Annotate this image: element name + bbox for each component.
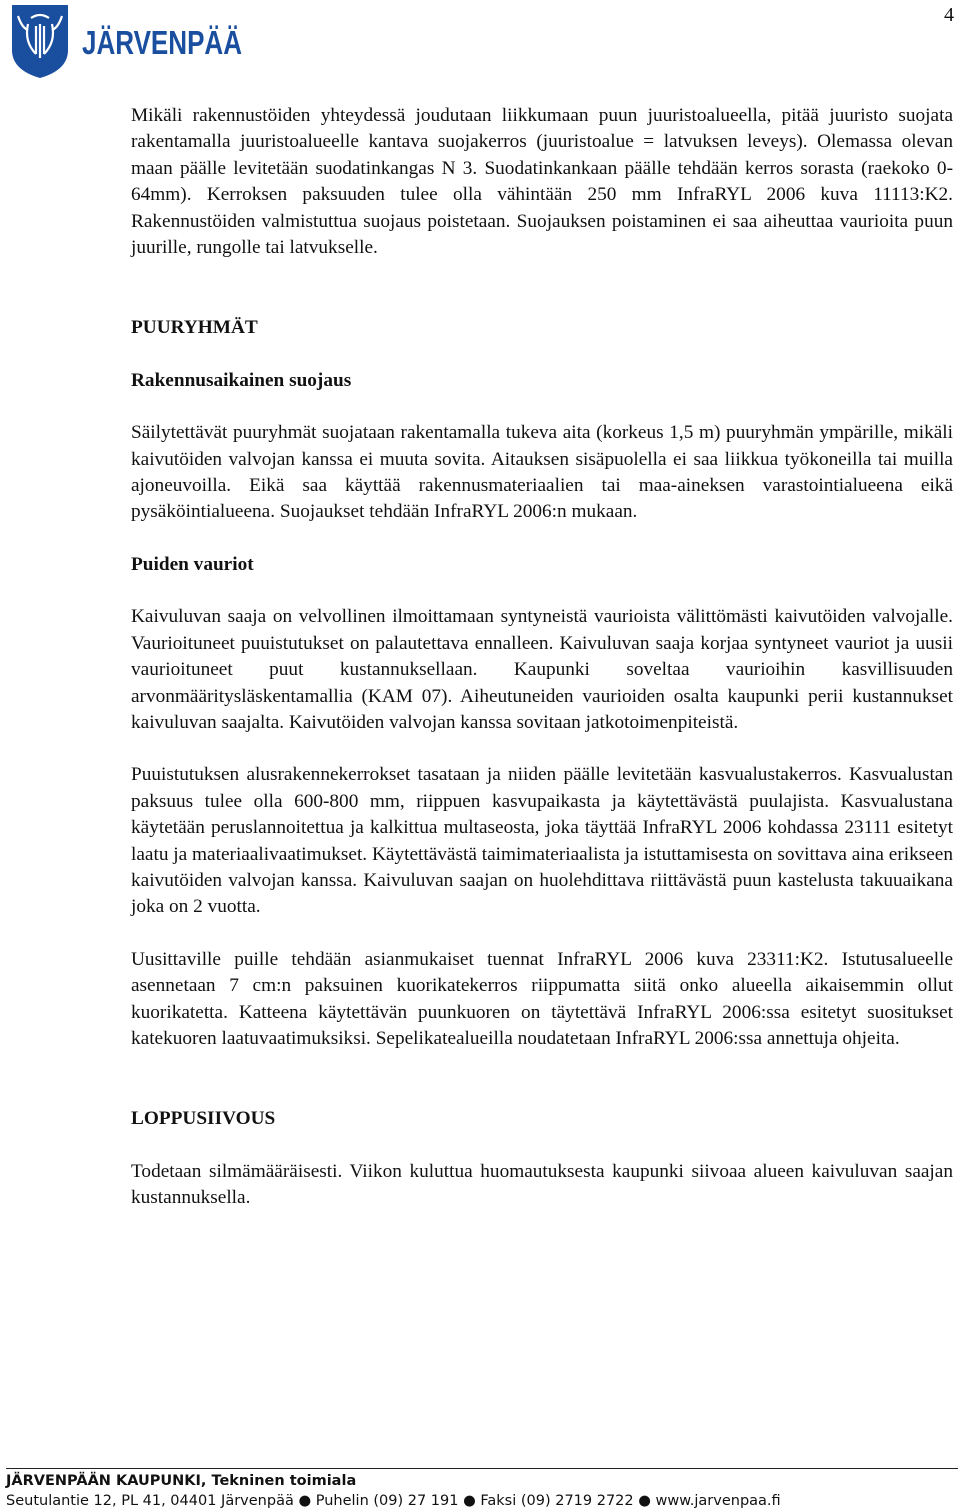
footer-phone: Puhelin (09) 27 191 — [315, 1493, 459, 1509]
paragraph-group-fencing: Säilytettävät puuryhmät suojataan rakentamalla tukeva aita (korkeus 1,5 m) puuryhmän ympärille, mikäli kaivutöiden valvojan kanssa ei muuta sovita. Aitauksen sisäpuolella ei saa liikkua työkoneilla tai muilla ajoneuvoilla. Eikä saa käyttää rakennusmateriaalien tai maa-aineksen varastointialueena eikä pysäköintialueena. Suojaukset tehdään InfraRYL 2006:n mukaan. — [131, 422, 953, 523]
paragraph-growing-medium: Puuistutuksen alusrakennekerrokset tasataan ja niiden päälle levitetään kasvualustakerros. Kasvualustan paksuus tulee olla 600-800 mm, riippuen kasvupaikasta ja käytettävästä puulajista. Kasvualustana käytetään peruslannoitettua ja kalkittua multaseosta, joka täyttää InfraRYL 2006 kohdassa 23111 esitetyt laatu ja materiaalivaatimukset. Käytettävästä taimimateriaalista ja istuttamisesta on sovittava aina erikseen kaivutöiden valvojan kanssa. Kaivuluvan saajan on huolehdittava riittävästä puun kastelusta takuuaikana joka on 2 vuotta. — [131, 764, 953, 918]
footer-contact-line — [6, 1491, 958, 1511]
footer-fax: Faksi (09) 2719 2722 — [480, 1493, 634, 1509]
paragraph-tree-support: Uusittaville puille tehdään asianmukaiset tuennat InfraRYL 2006 kuva 23311:K2. Istutusalueelle asennetaan 7 cm:n paksuinen kuorikatekerros riippumatta siitä onko alueella aikaisemmin ollut kuorikatetta. Katteena käytettävän puunkuoren on täytettävä InfraRYL 2006:ssa esitetyt suositukset katekuoren laatuvaatimuksiksi. Sepelikatealueilla noudatetaan InfraRYL 2006:ssa annettuja ohjeita. — [131, 948, 953, 1049]
page-footer — [6, 1468, 958, 1511]
bullet-separator: ● — [298, 1493, 312, 1509]
footer-organization: JÄRVENPÄÄN KAUPUNKI, Tekninen toimiala — [6, 1473, 357, 1489]
document-body — [131, 103, 953, 1212]
paragraph-final-cleanup: Todetaan silmämääräisesti. Viikon kuluttua huomautuksesta kaupunki siivoaa alueen kaivuluvan saajan kustannuksella. — [131, 1160, 953, 1209]
city-logo — [6, 2, 246, 78]
paragraph-damage-reporting: Kaivuluvan saaja on velvollinen ilmoittamaan syntyneistä vaurioista välittömästi kaivutöiden valvojalle. Vaurioituneet puuistutukset on palautettava ennalleen. Kaivuluvan saaja korjaa syntyneet vauriot ja uusii vaurioituneet puut kustannuksellaan. Kaupunki soveltaa vaurioihin kasvillisuuden arvonmääritysläskentamallia (KAM 07). Aiheutuneiden vaurioiden osalta kaupunki perii kustannukset kaivuluvan saajalta. Kaivutöiden valvojan kanssa sovitaan jatkotoimenpiteistä. — [131, 606, 953, 733]
logo-wordmark: JÄRVENPÄÄ — [82, 24, 242, 61]
heading-loppusiivous: LOPPUSIIVOUS — [131, 1108, 276, 1130]
footer-address: Seutulantie 12, PL 41, 04401 Järvenpää — [6, 1493, 294, 1509]
heading-puiden-vauriot: Puiden vauriot — [131, 553, 254, 575]
heading-rakennusaikainen-suojaus: Rakennusaikainen suojaus — [131, 369, 352, 391]
bullet-separator: ● — [638, 1493, 651, 1509]
heading-puuryhmat: PUURYHMÄT — [131, 317, 258, 339]
paragraph-root-protection: Mikäli rakennustöiden yhteydessä joudutaan liikkumaan puun juuristoalueella, pitää juuristo suojata rakentamalla juuristoalueelle kantava suojakerros (juuristoalue = latvuksen leveys). Olemassa olevan maan päälle levitetään suodatinkangas N 3. Suodatinkankaan päälle tehdään kerros sorasta (raekoko 0-64mm). Kerroksen paksuuden tulee olla vähintään 250 mm InfraRYL 2006 kuva 11113:K2. Rakennustöiden valmistuttua suojaus poistetaan. Suojauksen poistaminen ei saa aiheuttaa vaurioita puun juurille, rungolle tai latvukselle. — [131, 105, 953, 259]
page-number: 4 — [944, 4, 954, 26]
bullet-separator: ● — [463, 1493, 476, 1509]
footer-website: www.jarvenpaa.fi — [655, 1493, 781, 1509]
